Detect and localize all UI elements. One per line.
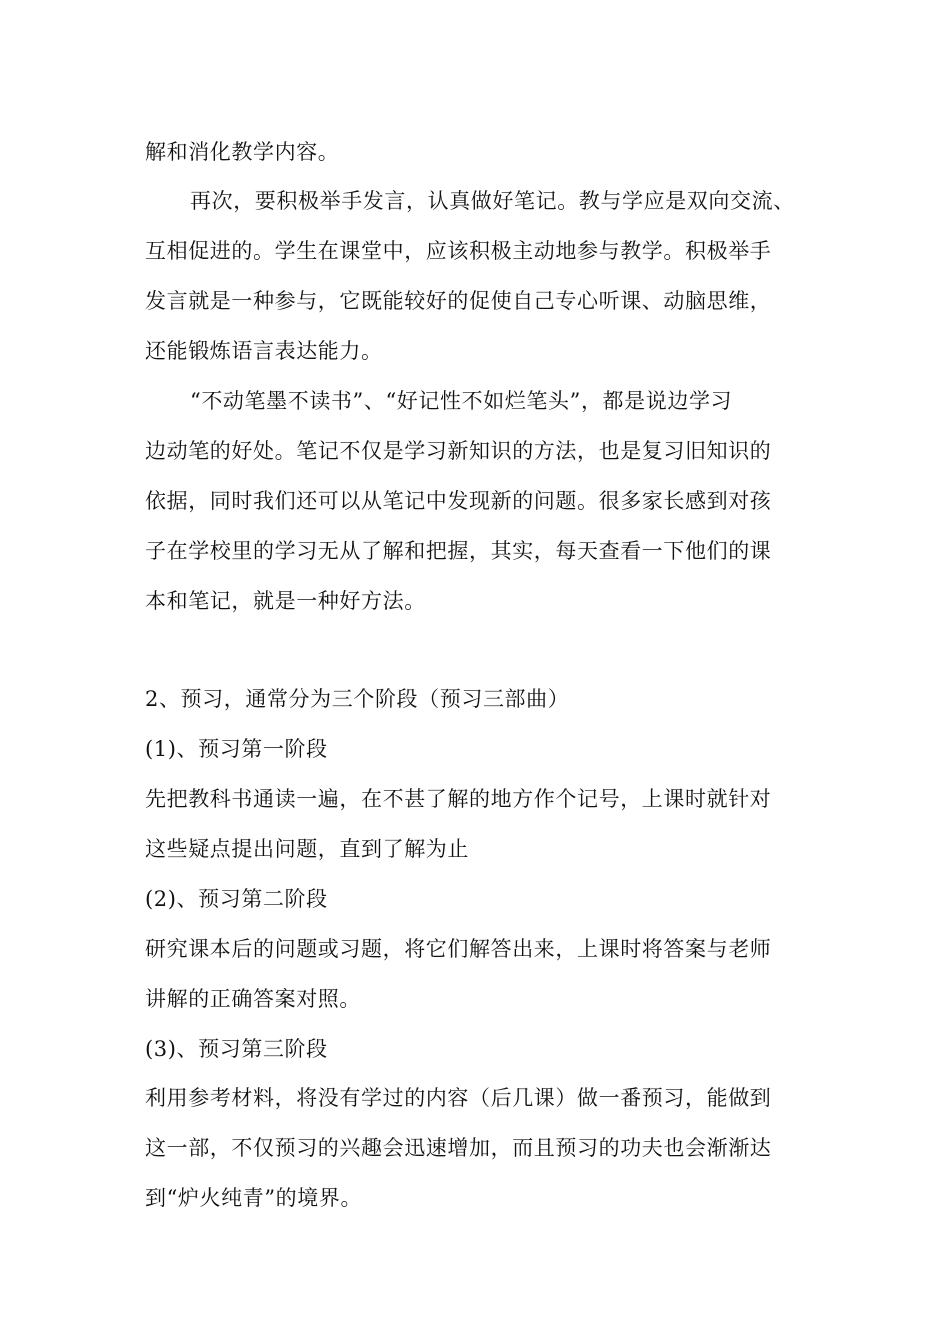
paragraph-notes-line: 依据，同时我们还可以从笔记中发现新的问题。很多家长感到对孩 [145, 489, 772, 513]
stage-body-line: 这些疑点提出问题，直到了解为止 [145, 837, 469, 861]
section-heading: 2、预习，通常分为三个阶段（预习三部曲） [145, 687, 570, 711]
stage-body-line: 这一部，不仅预习的兴趣会迅速增加，而且预习的功夫也会渐渐达 [145, 1136, 772, 1160]
stage-body-line: 研究课本后的问题或习题，将它们解答出来，上课时将答案与老师 [145, 937, 772, 961]
paragraph-again-line: 再次，要积极举手发言，认真做好笔记。教与学应是双向交流、 [190, 189, 795, 213]
stage-body-line: 讲解的正确答案对照。 [145, 987, 361, 1011]
paragraph-notes-line: 本和笔记，就是一种好方法。 [145, 589, 426, 613]
stage-body-line: 先把教科书通读一遍，在不甚了解的地方作个记号，上课时就针对 [145, 787, 772, 811]
paragraph-again-line: 发言就是一种参与，它既能较好的促使自己专心听课、动脑思维， [145, 289, 772, 313]
paragraph-notes-line: 子在学校里的学习无从了解和把握，其实，每天查看一下他们的课 [145, 539, 772, 563]
stage-body-line: 利用参考材料，将没有学过的内容（后几课）做一番预习，能做到 [145, 1086, 772, 1110]
stage-title: (2)、预习第二阶段 [145, 887, 328, 911]
paragraph-again-line: 还能锻炼语言表达能力。 [145, 339, 383, 363]
paragraph-notes-line: “不动笔墨不读书”、“好记性不如烂笔头”，都是说边学习 [190, 389, 733, 413]
paragraph-again-line: 互相促进的。学生在课堂中，应该积极主动地参与教学。积极举手 [145, 239, 772, 263]
stage-body-line: 到“炉火纯青”的境界。 [145, 1186, 363, 1210]
paragraph-intro-line: 解和消化教学内容。 [145, 140, 340, 164]
paragraph-notes-line: 边动笔的好处。笔记不仅是学习新知识的方法，也是复习旧知识的 [145, 439, 772, 463]
stage-title: (3)、预习第三阶段 [145, 1037, 328, 1061]
stage-title: (1)、预习第一阶段 [145, 737, 328, 761]
